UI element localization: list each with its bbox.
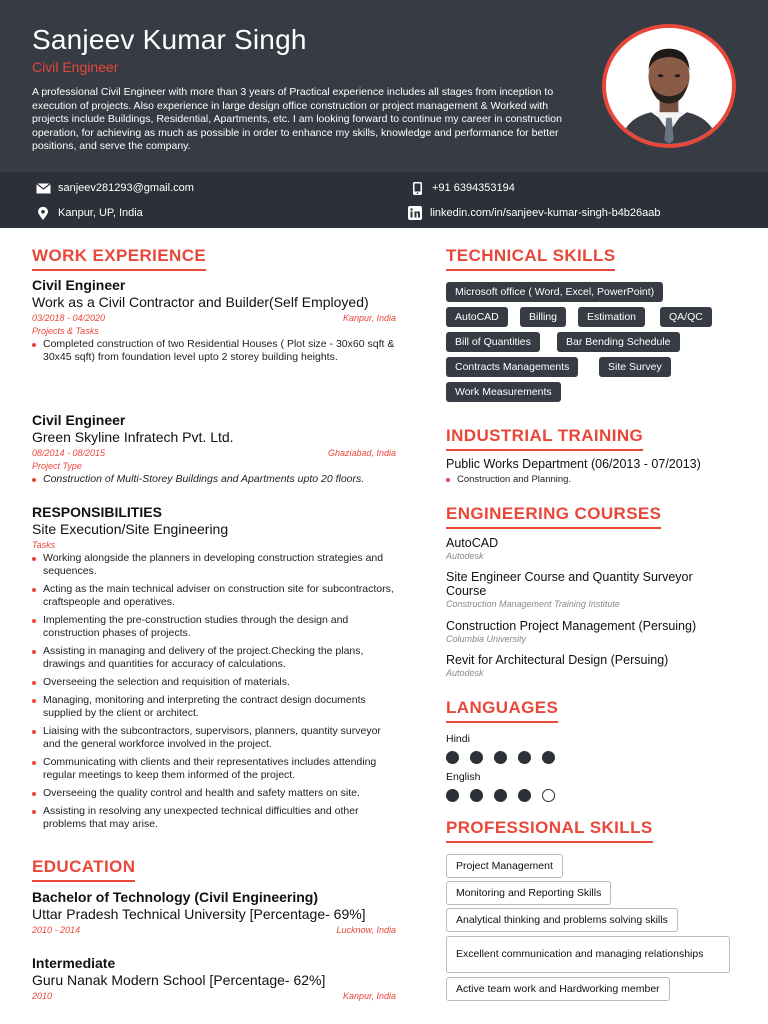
course-title: AutoCAD — [446, 536, 499, 550]
job-entry — [32, 277, 396, 369]
education-entry — [32, 889, 396, 935]
profile-summary: A professional Civil Engineer with more than 3 years of Practical experience includes all stages from inception to execution of projects. Also experience in large design office construction or project management & Worked with projects include Buildings, Residential, Apartments, etc. I am looking forward to continue my career in construction operation, for achieving as much as possible in order to enhance my skills, knowledge and performance for better positions, and serve the company. — [32, 86, 562, 152]
course-entry — [446, 536, 746, 561]
course-entry — [446, 570, 736, 609]
professional-skill-item: Excellent communication and managing relationships — [446, 936, 730, 973]
list-item: Completed construction of two Residential Houses ( Plot size - 30x60 sqft & 30x45 sqft) from foundation level upto 2 storey building heights. — [32, 338, 396, 364]
contact-location — [34, 206, 143, 220]
level-dot-filled — [518, 751, 531, 764]
level-dot-filled — [494, 789, 507, 802]
skill-tag: Site Survey — [599, 357, 671, 377]
course-entry — [446, 619, 746, 644]
education-location: Kanpur, India — [342, 991, 396, 1001]
envelope-icon — [34, 181, 52, 195]
responsibilities-title: RESPONSIBILITIES — [32, 504, 162, 520]
professional-skills-heading: PROFESSIONAL SKILLS — [446, 818, 653, 843]
course-provider: Autodesk — [446, 668, 484, 678]
responsibilities-subheading: Tasks — [32, 540, 56, 550]
linkedin-icon — [406, 206, 424, 220]
skill-tag: Bar Bending Schedule — [557, 332, 680, 352]
job-subheading: Project Type — [32, 461, 82, 471]
map-pin-icon — [34, 206, 52, 220]
course-title: Site Engineer Course and Quantity Surveyor Course — [446, 570, 693, 598]
job-location: Ghaziabad, India — [327, 448, 396, 458]
language-name: English — [446, 771, 481, 783]
level-dot-filled — [470, 751, 483, 764]
level-dot-filled — [446, 789, 459, 802]
level-dot-filled — [470, 789, 483, 802]
education-heading: EDUCATION — [32, 857, 135, 882]
job-organization: Green Skyline Infratech Pvt. Ltd. — [32, 429, 234, 445]
language-entry — [446, 733, 746, 764]
candidate-name: Sanjeev Kumar Singh — [32, 24, 307, 55]
training-bullets — [446, 473, 746, 486]
degree-title: Intermediate — [32, 955, 116, 971]
job-title: Civil Engineer — [32, 277, 126, 293]
professional-skill-item: Active team work and Hardworking member — [446, 977, 670, 1001]
school-name: Uttar Pradesh Technical University [Percentage- 69%] — [32, 906, 366, 922]
email-text[interactable]: sanjeev281293@gmail.com — [58, 182, 194, 194]
job-title: Civil Engineer — [32, 412, 126, 428]
location-text: Kanpur, UP, India — [58, 207, 143, 219]
education-entry — [32, 955, 396, 1001]
job-bullets — [32, 473, 396, 486]
technical-skills-heading: TECHNICAL SKILLS — [446, 246, 615, 271]
list-item: Implementing the pre-construction studies through the design and construction phases of projects. — [32, 614, 396, 640]
resume-header — [0, 0, 768, 172]
profile-photo-image — [606, 28, 732, 144]
list-item: Acting as the main technical adviser on construction site for subcontractors, craftspeople and operatives. — [32, 583, 396, 609]
skill-tag: QA/QC — [660, 307, 712, 327]
language-entry — [446, 771, 746, 802]
job-meta — [32, 313, 396, 323]
training-title: Public Works Department (06/2013 - 07/2013) — [446, 457, 701, 471]
education-dates: 2010 — [32, 991, 53, 1001]
job-dates: 03/2018 - 04/2020 — [32, 313, 106, 323]
list-item: Working alongside the planners in developing construction strategies and sequences. — [32, 552, 396, 578]
skill-tag: Bill of Quantities — [446, 332, 540, 352]
education-dates: 2010 - 2014 — [32, 925, 81, 935]
contact-email[interactable] — [34, 181, 194, 195]
list-item: Liaising with the subcontractors, supervisors, planners, quantity surveyor and the general workforce involved in the project. — [32, 725, 396, 751]
skill-tag: AutoCAD — [446, 307, 508, 327]
job-bullets — [32, 338, 396, 364]
responsibilities-bullets — [32, 552, 396, 831]
list-item: Construction and Planning. — [446, 473, 746, 486]
job-dates: 08/2014 - 08/2015 — [32, 448, 106, 458]
training-entry — [446, 457, 746, 491]
education-meta — [32, 925, 396, 935]
candidate-role: Civil Engineer — [32, 59, 119, 75]
contact-linkedin[interactable] — [406, 206, 661, 220]
mobile-phone-icon — [408, 181, 426, 195]
list-item: Construction of Multi-Storey Buildings and Apartments upto 20 floors. — [32, 473, 396, 486]
responsibilities-role: Site Execution/Site Engineering — [32, 521, 229, 537]
list-item: Managing, monitoring and interpreting the contract design documents supplied by the client or architect. — [32, 694, 396, 720]
course-provider: Construction Management Training Institute — [446, 599, 620, 609]
list-item: Assisting in resolving any unexpected technical difficulties and other problems that may arise. — [32, 805, 396, 831]
engineering-courses-heading: ENGINEERING COURSES — [446, 504, 661, 529]
contact-phone[interactable] — [408, 181, 515, 195]
level-dot-filled — [446, 751, 459, 764]
level-dot-filled — [542, 751, 555, 764]
degree-title: Bachelor of Technology (Civil Engineering) — [32, 889, 318, 905]
professional-skill-item: Project Management — [446, 854, 563, 878]
education-meta — [32, 991, 396, 1001]
list-item: Assisting in managing and delivery of the project.Checking the plans, drawings and quantities for accuracy of calculations. — [32, 645, 396, 671]
course-provider: Autodesk — [446, 551, 484, 561]
professional-skill-item: Monitoring and Reporting Skills — [446, 881, 611, 905]
list-item: Communicating with clients and their representatives includes attending regular meetings to keep them informed of the project. — [32, 756, 396, 782]
school-name: Guru Nanak Modern School [Percentage- 62%] — [32, 972, 326, 988]
linkedin-text[interactable]: linkedin.com/in/sanjeev-kumar-singh-b4b26aab — [430, 207, 661, 219]
skill-tag: Work Measurements — [446, 382, 561, 402]
level-dot-filled — [494, 751, 507, 764]
level-dot-empty — [542, 789, 555, 802]
job-entry — [32, 412, 396, 491]
course-entry — [446, 653, 746, 678]
skill-tag: Billing — [520, 307, 566, 327]
list-item: Overseeing the selection and requisition of materials. — [32, 676, 396, 689]
skill-tag: Estimation — [578, 307, 645, 327]
profile-photo — [602, 24, 736, 148]
job-meta — [32, 448, 396, 458]
language-level-dots — [446, 789, 746, 802]
responsibilities-entry — [32, 504, 396, 836]
skill-tag: Microsoft office ( Word, Excel, PowerPoint) — [446, 282, 663, 302]
education-location: Lucknow, India — [336, 925, 396, 935]
course-provider: Columbia University — [446, 634, 527, 644]
industrial-training-heading: INDUSTRIAL TRAINING — [446, 426, 643, 451]
languages-heading: LANGUAGES — [446, 698, 558, 723]
list-item: Overseeing the quality control and health and safety matters on site. — [32, 787, 396, 800]
skill-tag: Contracts Managements — [446, 357, 578, 377]
work-experience-heading: WORK EXPERIENCE — [32, 246, 206, 271]
language-name: Hindi — [446, 733, 470, 745]
job-location: Kanpur, India — [342, 313, 396, 323]
phone-text[interactable]: +91 6394353194 — [432, 182, 515, 194]
course-title: Construction Project Management (Persuing) — [446, 619, 697, 633]
level-dot-filled — [518, 789, 531, 802]
job-subheading: Projects & Tasks — [32, 326, 99, 336]
professional-skill-item: Analytical thinking and problems solving skills — [446, 908, 678, 932]
language-level-dots — [446, 751, 746, 764]
course-title: Revit for Architectural Design (Persuing) — [446, 653, 669, 667]
job-organization: Work as a Civil Contractor and Builder(Self Employed) — [32, 294, 369, 310]
